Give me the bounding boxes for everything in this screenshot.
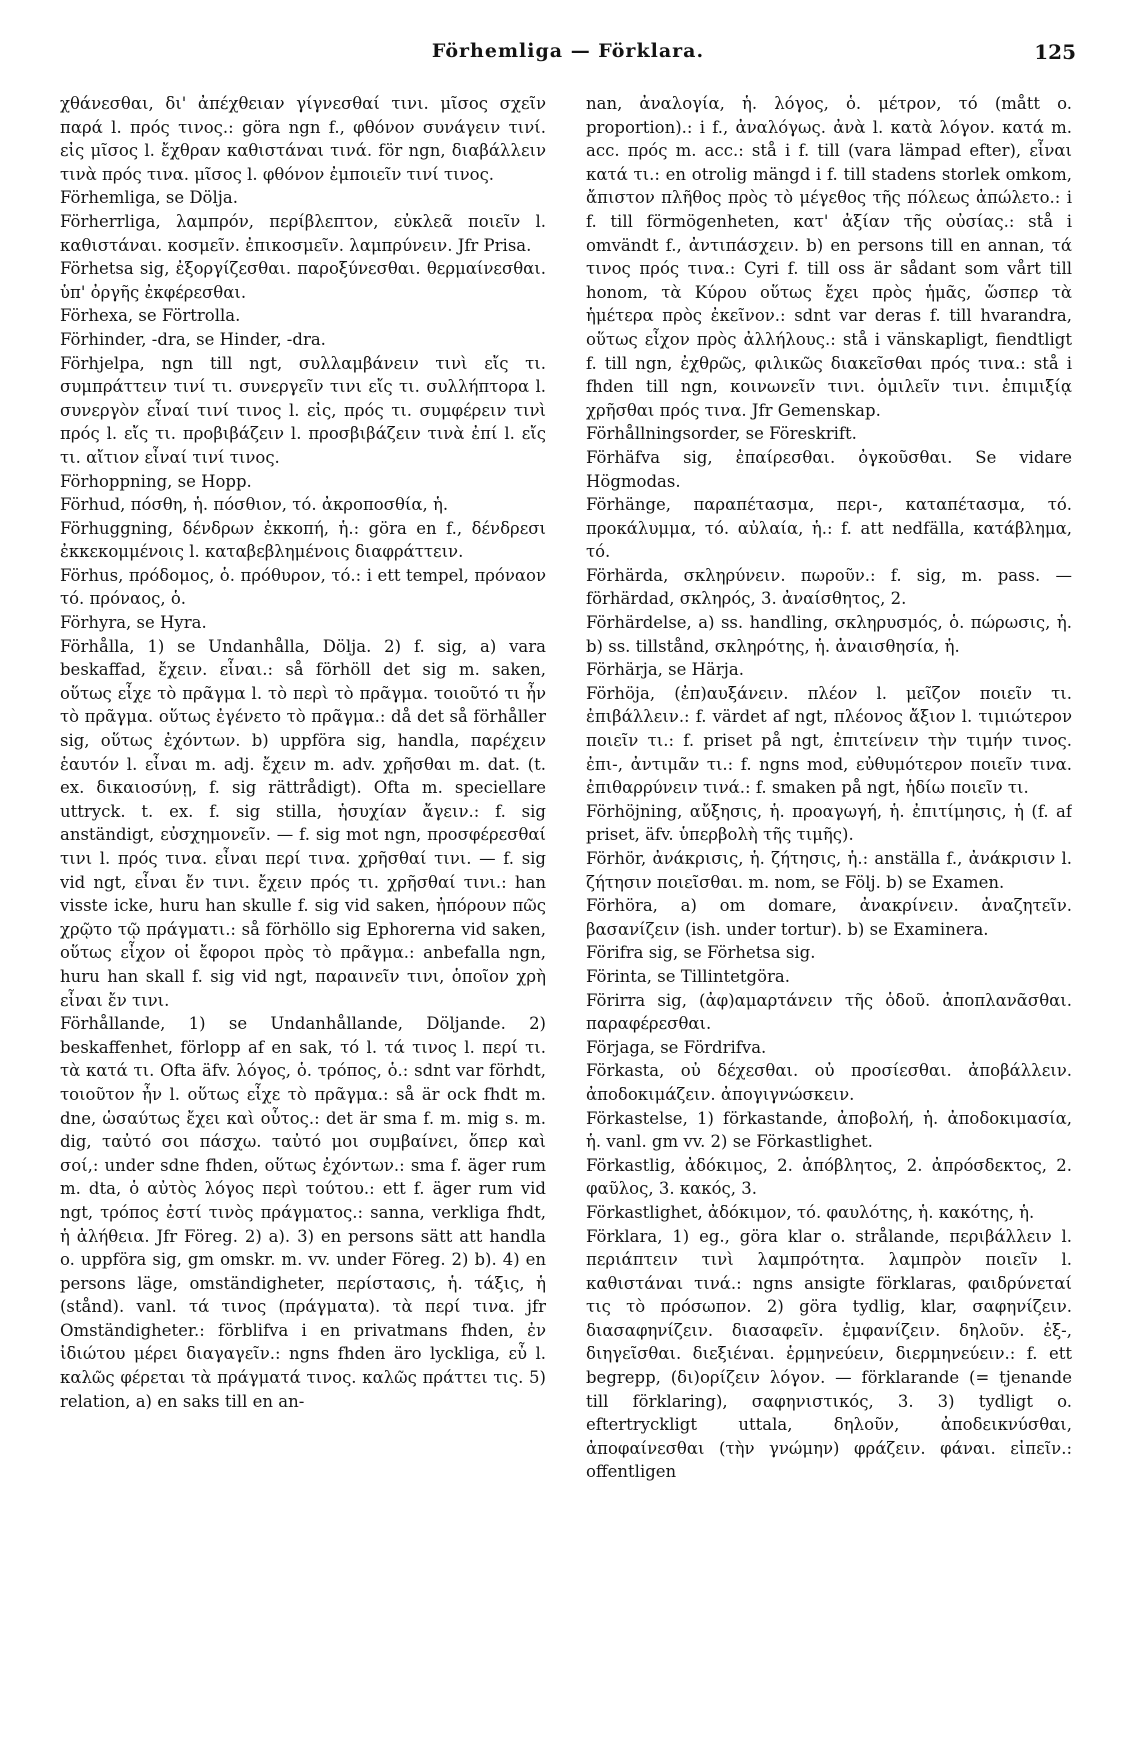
left-column: [60, 92, 546, 1722]
running-title: Förhemliga — Förklara.: [431, 40, 705, 62]
dictionary-entry: Förhöra, a) om domare, ἀνακρίνειν. ἀναζητεῖν. βασανίζειν (ish. under tortur). b) se Examinera.: [586, 896, 1072, 939]
dictionary-entry: Förhärdelse, a) ss. handling, σκληρυσμός, ὁ. πώρωσις, ἡ. b) ss. tillstånd, σκληρότης, ἡ. ἀναισθησία, ἡ.: [586, 613, 1072, 656]
dictionary-entry: Förhuggning, δένδρων ἐκκοπή, ἡ.: göra en f., δένδρεσι ἐκκεκομμένοις l. καταβεβλημένοις διαφράττειν.: [60, 518, 546, 562]
right-column: [586, 92, 1072, 1722]
dictionary-entry: Förklara, 1) eg., göra klar o. strålande, περιβάλλειν l. περιάπτειν τινὶ λαμπρότητα. λαμπρὸν ποιεῖν l. καθιστάναι τινά.: ngns ansigte förklaras, φαιδρύνεταί τις τὸ πρόσωπον. 2) göra tydlig, klar, σαφηνίζειν. διασαφηνίζειν. διασαφεῖν. ἐμφανίζειν. δηλοῦν. ἐξ-, διηγεῖσθαι. διεξιέναι. ἑρμηνεύειν, διερμηνεύειν.: f. ett begrepp, (δι)ορίζειν λόγον. — förklarande (= tjenande till förklaring), σαφηνιστικός, 3. 3) tydligt o. eftertryckligt uttala, δηλοῦν, ἀποδεικνύσθαι, ἀποφαίνεσθαι (τὴν γνώμην) φράζειν. φάναι. εἰπεῖν.: offentligen: [586, 1226, 1072, 1482]
dictionary-entry: Förhoppning, se Hopp.: [60, 471, 252, 491]
dictionary-entry: Förkastlig, ἀδόκιμος, 2. ἀπόβλητος, 2. ἀπρόσδεκτος, 2. φαῦλος, 3. κακός, 3.: [586, 1155, 1072, 1199]
dictionary-entry: Förhärja, se Härja.: [586, 660, 744, 680]
dictionary-entry: Förhållningsorder, se Föreskrift.: [586, 424, 857, 444]
dictionary-entry: Förinta, se Tillintetgöra.: [586, 966, 790, 986]
dictionary-entry: Förhänge, παραπέτασμα, περι-, καταπέτασμα, τό. προκάλυμμα, τό. αὐλαία, ἡ.: f. att nedfälla, κατάβλημα, τό.: [586, 495, 1072, 562]
dictionary-entry: Förhöjning, αὔξησις, ἡ. προαγωγή, ἡ. ἐπιτίμησις, ἡ (f. af priset, äfv. ὑπερβολὴ τῆς τιμῆς).: [586, 801, 1072, 845]
dictionary-entry: Förhålla, 1) se Undanhålla, Dölja. 2) f. sig, a) vara beskaffad, ἔχειν. εἶναι.: så förhöll det sig m. saken, οὕτως εἶχε τὸ πρᾶγμα l. τὸ περὶ τὸ πρᾶγμα. τοιοῦτό τι ἦν τὸ πρᾶγμα. οὕτως ἐγένετο τὸ πρᾶγμα.: då det så förhåller sig, οὕτως ἐχόντων. b) uppföra sig, handla, παρέχειν ἑαυτόν l. εἶναι m. adj. ἔχειν m. adv. χρῆσθαι m. dat. (t. ex. δικαιοσύνῃ, f. sig rättrådigt). Ofta m. speciellare uttryck. t. ex. f. sig stilla, ἡσυχίαν ἄγειν.: f. sig anständigt, εὐσχημονεῖν. — f. sig mot ngn, προσφέρεσθαί τινι l. πρός τινα. εἶναι περί τινα. χρῆσθαί τινι. — f. sig vid ngt, εἶναι ἔν τινι. ἔχειν πρός τι. χρῆσθαί τινι.: han visste icke, huru han skulle f. sig vid saken, ἠπόρουν πῶς χρῷτο τῷ πράγματι.: så förhöllo sig Ephorerna vid saken, οὕτως εἶχον οἱ ἔφοροι πρὸς τὸ πρᾶγμα.: anbefalla ngn, huru han skall f. sig vid ngt, παραινεῖν τινι, ὁποῖον χρὴ εἶναι ἔν τινι.: [60, 636, 546, 1010]
dictionary-entry: Förirra sig, (ἀφ)αμαρτάνειν τῆς ὁδοῦ. ἀποπλανᾶσθαι. παραφέρεσθαι.: [586, 990, 1072, 1034]
dictionary-entry: Förkasta, οὐ δέχεσθαι. οὐ προσίεσθαι. ἀποβάλλειν. ἀποδοκιμάζειν. ἀπογιγνώσκειν.: [586, 1061, 1072, 1104]
dictionary-entry: Förkastelse, 1) förkastande, ἀποβολή, ἡ. ἀποδοκιμασία, ἡ. vanl. gm vv. 2) se Förkastlighet.: [586, 1108, 1072, 1152]
dictionary-entry: Förhärda, σκληρύνειν. πωροῦν.: f. sig, m. pass. — förhärdad, σκληρός, 3. ἀναίσθητος, 2.: [586, 565, 1072, 609]
dictionary-entry: Förhjelpa, ngn till ngt, συλλαμβάνειν τινὶ εἴς τι. συμπράττειν τινί τι. συνεργεῖν τινι εἴς τι. συλλήπτορα l. συνεργὸν εἶναί τινί τινος l. εἰς, πρός τι. συμφέρειν τινὶ πρός l. εἴς τι. προβιβάζειν l. προσβιβάζειν τινὰ ἐπί l. εἴς τι. αἴτιον εἶναί τινί τινος.: [60, 353, 546, 467]
dictionary-entry: Förhinder, -dra, se Hinder, -dra.: [60, 329, 326, 349]
dictionary-entry: Förhållande, 1) se Undanhållande, Döljande. 2) beskaffenhet, förlopp af en sak, τό l. τά τινος l. περί τι. τὰ κατά τι. Ofta äfv. λόγος, ὁ. τρόπος, ὁ.: sdnt var förhdt, τοιοῦτον ἦν l. οὕτως εἶχε τὸ πρᾶγμα.: så är ock fhdt m. dne, ὡσαύτως ἔχει καὶ οὗτος.: det är sma f. m. mig s. m. dig, ταὐτό σοι πάσχω. ταὐτό μοι συμβαίνει, ὅπερ καὶ σοί,: under sdne fhden, οὕτως ἐχόντων.: sma f. äger rum m. dta, ὁ αὐτὸς λόγος περὶ τούτου.: ett f. äger rum vid ngt, τρόπος ἐστί τινὸς πράγματος.: sanna, verkliga fhdt, ἡ ἀλήθεια. Jfr Föreg. 2) a). 3) en persons sätt att handla o. uppföra sig, gm omskr. m. vv. under Föreg. 2) b). 4) en persons läge, omständigheter, περίστασις, ἡ. τάξις, ἡ (stånd). vanl. τά τινος (πράγματα). τὰ περί τινα. jfr Omständigheter.: förblifva i en privatmans fhden, ἐν ἰδιώτου μέρει διαγαγεῖν.: ngns fhden äro lyckliga, εὖ l. καλῶς φέρεται τὰ πράγματά τινος. καλῶς πράττει τις. 5) relation, a) en saks till en an-: [60, 1014, 546, 1411]
dictionary-entry: Förhetsa sig, ἐξοργίζεσθαι. παροξύνεσθαι. θερμαίνεσθαι. ὑπ' ὀργῆς ἐκφέρεσθαι.: [60, 259, 546, 302]
page-number: 125: [1034, 40, 1076, 64]
dictionary-entry: Förhäfva sig, ἐπαίρεσθαι. ὀγκοῦσθαι. Se vidare Högmodas.: [586, 447, 1072, 491]
dictionary-entry: Förhemliga, se Dölja.: [60, 188, 238, 208]
dictionary-entry: Förhyra, se Hyra.: [60, 613, 207, 633]
dictionary-entry: Förhöja, (ἐπ)αυξάνειν. πλέον l. μεῖζον ποιεῖν τι. ἐπιβάλλειν.: f. värdet af ngt, πλέονος ἄξιον l. τιμιώτερον ποιεῖν τι.: f. priset på ngt, ἐπιτείνειν τὴν τιμήν τινος. ἐπι-, ἀντιμᾶν τι.: f. ngns mod, εὐθυμότερον ποιεῖν τινα. ἐπιθαρρύνειν τινά.: f. smaken på ngt, ἡδίω ποιεῖν τι.: [586, 683, 1072, 798]
dictionary-entry: Förhus, πρόδομος, ὁ. πρόθυρον, τό.: i ett tempel, πρόναον τό. πρόναος, ὁ.: [60, 565, 546, 609]
dictionary-entry: Förhud, πόσθη, ἡ. πόσθιον, τό. ἀκροποσθία, ἡ.: [60, 495, 449, 515]
dictionary-entry: Förkastlighet, ἀδόκιμον, τό. φαυλότης, ἡ. κακότης, ἡ.: [586, 1202, 1035, 1222]
dictionary-entry: Förhexa, se Förtrolla.: [60, 306, 241, 326]
page-header: [60, 40, 1076, 72]
dictionary-entry: Förifra sig, se Förhetsa sig.: [586, 943, 816, 963]
dictionary-entry: Förhör, ἀνάκρισις, ἡ. ζήτησις, ἡ.: anställa f., ἀνάκρισιν l. ζήτησιν ποιεῖσθαι. m. nom, se Följ. b) se Examen.: [586, 849, 1072, 892]
dictionary-entry: nan, ἀναλογία, ἡ. λόγος, ὁ. μέτρον, τό (mått o. proportion).: i f., ἀναλόγως. ἀνὰ l. κατὰ λόγον. κατά m. acc. πρός m. acc.: stå i f. till (vara lämpad efter), εἶναι κατά τι.: en otrolig mängd i f. till stadens storlek omkom, ἄπιστον πλῆθος πρὸς τὸ μέγεθος τῆς πόλεως ἀπώλετο.: i f. till förmögenheten, κατ' ἀξίαν τῆς οὐσίας.: stå i omvändt f., ἀντιπάσχειν. b) en persons till en annan, τά τινος πρός τινα.: Cyri f. till oss är sådant som vårt till honom, τὰ Κύρου οὕτως ἔχει πρὸς ἡμᾶς, ὥσπερ τὰ ἡμέτερα πρὸς ἐκεῖνον.: sdnt var deras f. till hvarandra, οὕτως εἶχον πρὸς ἀλλήλους.: stå i vänskapligt, fiendtligt f. till ngn, ἐχθρῶς, φιλικῶς διακεῖσθαι πρός τινα.: stå i fhden till ngn, κοινωνεῖν τινι. ὁμιλεῖν τινι. ἐπιμιξίᾳ χρῆσθαι πρός τινα. Jfr Gemenskap.: [586, 94, 1072, 420]
dictionary-entry: Förjaga, se Fördrifva.: [586, 1037, 767, 1057]
dictionary-entry: Förherrliga, λαμπρόν, περίβλεπτον, εὐκλεᾶ ποιεῖν l. καθιστάναι. κοσμεῖν. ἐπικοσμεῖν. λαμπρύνειν. Jfr Prisa.: [60, 211, 546, 255]
dictionary-entry: χθάνεσθαι, δι' ἀπέχθειαν γίγνεσθαί τινι. μῖσος σχεῖν παρά l. πρός τινος.: göra ngn f., φθόνον συνάγειν τινί. εἰς μῖσος l. ἔχθραν καθιστάναι τινά. för ngn, διαβάλλειν τινὰ πρός τινα. μῖσος l. φθόνον ἐμποιεῖν τινί τινος.: [60, 94, 546, 184]
